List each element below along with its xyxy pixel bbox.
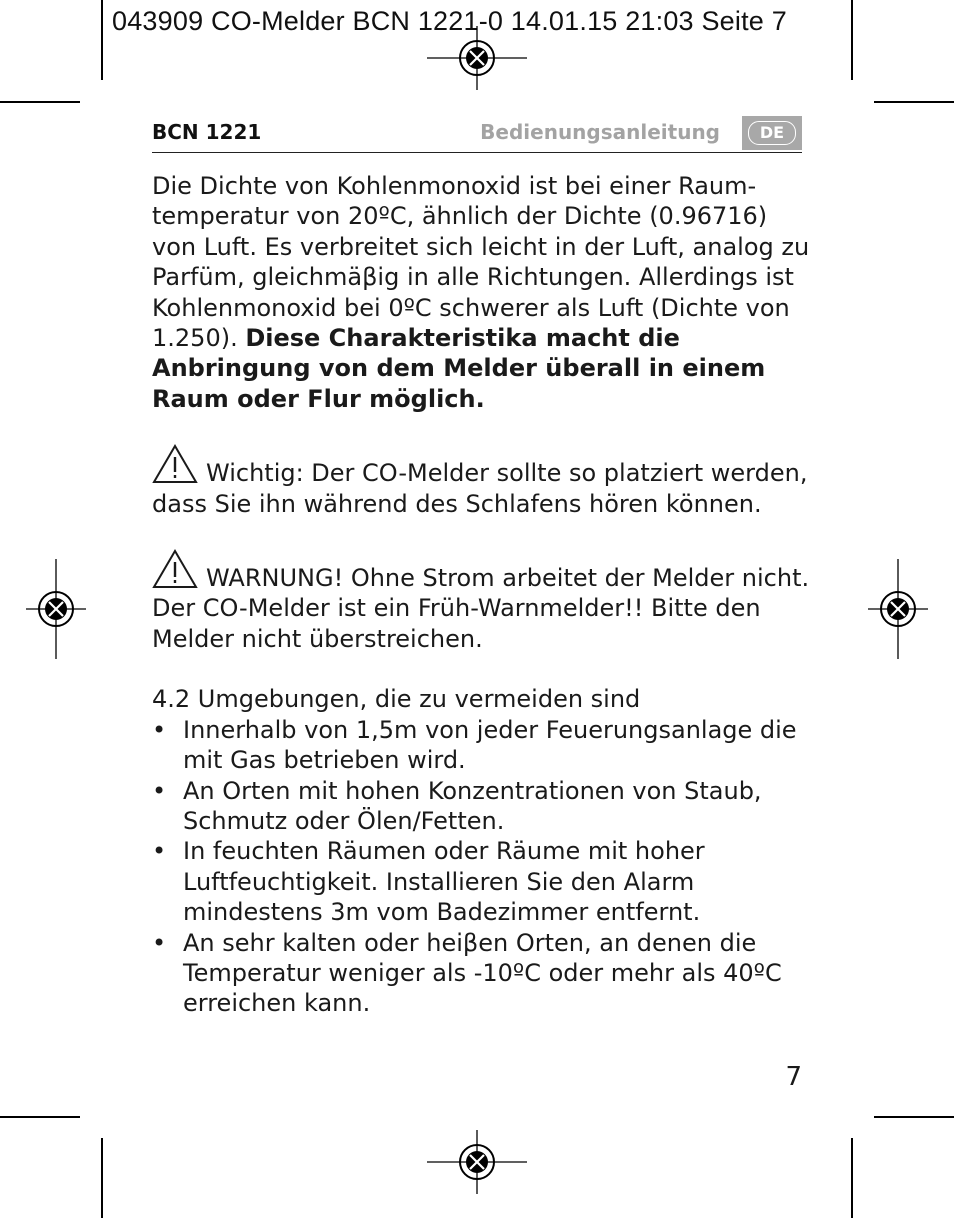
- warning-notice-text: WARNUNG! Ohne Strom arbeitet der Melder nicht. Der CO-Melder ist ein Früh-Warnmelder!! Bitte den Melder nicht überstreichen.: [152, 564, 810, 653]
- crop-mark-bottom-right-vertical: [851, 1138, 853, 1218]
- intro-text: Die Dichte von Kohlenmonoxid ist bei einer Raum-temperatur von 20ºC, ähnlich der Dichte (0.96716) von Luft. Es verbreitet sich leicht in der Luft, analog zu Parfüm, gleichmäβig in alle Richtungen. Allerdings ist Kohlenmonoxid bei 0ºC schwerer als Luft (Dichte von 1.250).: [152, 172, 810, 353]
- crop-mark-bottom-right-horizontal: [874, 1116, 954, 1118]
- list-item: • Innerhalb von 1,5m von jeder Feuerungsanlage die mit Gas betrieben wird.: [152, 715, 812, 776]
- page-header: [152, 116, 802, 153]
- warning-triangle-icon: [152, 444, 198, 484]
- important-notice-text: Wichtig: Der CO-Melder sollte so platziert werden, dass Sie ihn während des Schlafens hören können.: [152, 459, 808, 518]
- list-item: • An Orten mit hohen Konzentrationen von Staub, Schmutz oder Ölen/Fetten.: [152, 776, 812, 837]
- print-slug: 043909 CO-Melder BCN 1221-0 14.01.15 21:03 Seite 7: [112, 6, 787, 36]
- avoid-locations-list: [152, 715, 812, 1019]
- registration-mark-left-icon: [6, 559, 106, 659]
- registration-mark-top-icon: [427, 8, 527, 108]
- page-content: [152, 171, 812, 1019]
- crop-mark-top-right-horizontal: [874, 101, 954, 103]
- registration-mark-bottom-icon: [427, 1112, 527, 1212]
- registration-mark-right-icon: [848, 559, 948, 659]
- model-number: BCN 1221: [152, 120, 262, 144]
- manual-title: Bedienungsanleitung: [480, 120, 720, 144]
- crop-mark-top-left-vertical: [101, 0, 103, 80]
- language-badge: [742, 116, 802, 150]
- list-item: • An sehr kalten oder heiβen Orten, an denen die Temperatur weniger als -10ºC oder mehr als 40ºC erreichen kann.: [152, 928, 812, 1019]
- page-number: 7: [785, 1062, 802, 1092]
- list-item: • In feuchten Räumen oder Räume mit hoher Luftfeuchtigkeit. Installieren Sie den Alarm mindestens 3m vom Badezimmer entfernt.: [152, 836, 812, 927]
- section-heading: 4.2 Umgebungen, die zu vermeiden sind: [152, 685, 641, 714]
- crop-mark-top-left-horizontal: [0, 101, 80, 103]
- important-notice: [152, 444, 812, 519]
- crop-mark-top-right-vertical: [851, 0, 853, 80]
- language-badge-label: DE: [748, 121, 796, 145]
- crop-mark-bottom-left-vertical: [101, 1138, 103, 1218]
- intro-bold-text: Diese Charakteristika macht die Anbringung von dem Melder überall in einem Raum oder Flur möglich.: [152, 324, 766, 413]
- crop-mark-bottom-left-horizontal: [0, 1116, 80, 1118]
- intro-paragraph: [152, 171, 812, 414]
- warning-notice: [152, 549, 812, 654]
- warning-triangle-icon: [152, 549, 198, 589]
